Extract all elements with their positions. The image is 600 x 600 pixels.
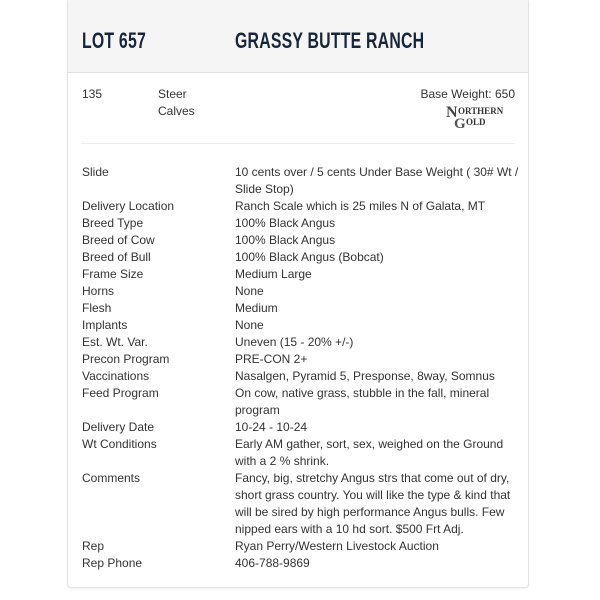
detail-label: Breed Type xyxy=(82,216,144,230)
detail-label: Rep xyxy=(82,539,105,553)
cattle-type: Steer Calves xyxy=(158,87,195,118)
detail-value: Uneven (15 - 20% +/-) xyxy=(235,335,354,349)
detail-row xyxy=(82,317,528,334)
detail-row xyxy=(82,249,528,266)
detail-row xyxy=(82,283,528,300)
svg-text:ORTHERN: ORTHERN xyxy=(458,106,504,116)
detail-label: Rep Phone xyxy=(82,556,143,570)
detail-value: Medium Large xyxy=(235,267,312,281)
detail-label: Breed of Cow xyxy=(82,233,155,247)
detail-label: Vaccinations xyxy=(82,369,150,383)
detail-value: None xyxy=(235,284,264,298)
detail-label: Delivery Location xyxy=(82,199,175,213)
lot-number: LOT 657 xyxy=(82,28,147,53)
detail-label: Precon Program xyxy=(82,352,170,366)
detail-value: Ryan Perry/Western Livestock Auction xyxy=(235,539,439,553)
detail-value: 10 cents over / 5 cents Under Base Weight ( 30# Wt / Slide Stop) xyxy=(235,165,519,196)
detail-row xyxy=(82,470,528,538)
detail-label: Comments xyxy=(82,471,141,485)
detail-row xyxy=(82,300,528,317)
detail-value: 100% Black Angus xyxy=(235,233,336,247)
detail-label: Frame Size xyxy=(82,267,144,281)
lot-header xyxy=(68,0,528,73)
detail-value: Early AM gather, sort, sex, weighed on the Ground with a 2 % shrink. xyxy=(235,437,504,468)
northern-gold-logo xyxy=(445,103,515,129)
detail-row xyxy=(82,385,528,419)
detail-row xyxy=(82,232,528,249)
detail-value: Fancy, big, stretchy Angus strs that come out of dry, short grass country. You will like the type & kind that will be sired by high performance Angus bulls. Few nipped ears with a 10 hd sort. $500 Frt Adj. xyxy=(235,471,511,536)
svg-text:OLD: OLD xyxy=(466,117,486,127)
detail-label: Wt Conditions xyxy=(82,437,157,451)
detail-label: Implants xyxy=(82,318,128,332)
detail-value: Ranch Scale which is 25 miles N of Galata, MT xyxy=(235,199,486,213)
detail-row xyxy=(82,334,528,351)
details-table xyxy=(68,144,528,572)
detail-value: 100% Black Angus xyxy=(235,216,336,230)
detail-label: Breed of Bull xyxy=(82,250,151,264)
lot-summary xyxy=(81,73,515,144)
detail-label: Horns xyxy=(82,284,115,298)
detail-row xyxy=(82,538,528,555)
detail-value: 100% Black Angus (Bobcat) xyxy=(235,250,384,264)
detail-label: Est. Wt. Var. xyxy=(82,335,148,349)
detail-value: Nasalgen, Pyramid 5, Presponse, 8way, Somnus xyxy=(235,369,495,383)
svg-text:N: N xyxy=(446,104,458,121)
detail-label: Flesh xyxy=(82,301,112,315)
detail-row xyxy=(82,164,528,198)
detail-row xyxy=(82,419,528,436)
base-weight: Base Weight: 650 xyxy=(420,87,515,101)
detail-value: 10-24 - 10-24 xyxy=(235,420,308,434)
svg-text:G: G xyxy=(454,116,466,129)
detail-value: 406-788-9869 xyxy=(235,556,310,570)
detail-label: Delivery Date xyxy=(82,420,155,434)
detail-label: Feed Program xyxy=(82,386,159,400)
detail-row xyxy=(82,351,528,368)
detail-label: Slide xyxy=(82,165,109,179)
detail-value: On cow, native grass, stubble in the fall, mineral program xyxy=(235,386,490,417)
detail-value: PRE-CON 2+ xyxy=(235,352,308,366)
detail-value: Medium xyxy=(235,301,278,315)
detail-row xyxy=(82,266,528,283)
detail-row xyxy=(82,368,528,385)
detail-row xyxy=(82,555,528,572)
detail-value: None xyxy=(235,318,264,332)
detail-row xyxy=(82,436,528,470)
detail-row xyxy=(82,198,528,215)
lot-card xyxy=(67,0,529,588)
detail-row xyxy=(82,215,528,232)
head-count: 135 xyxy=(82,87,103,101)
ranch-name: GRASSY BUTTE RANCH xyxy=(235,28,425,53)
